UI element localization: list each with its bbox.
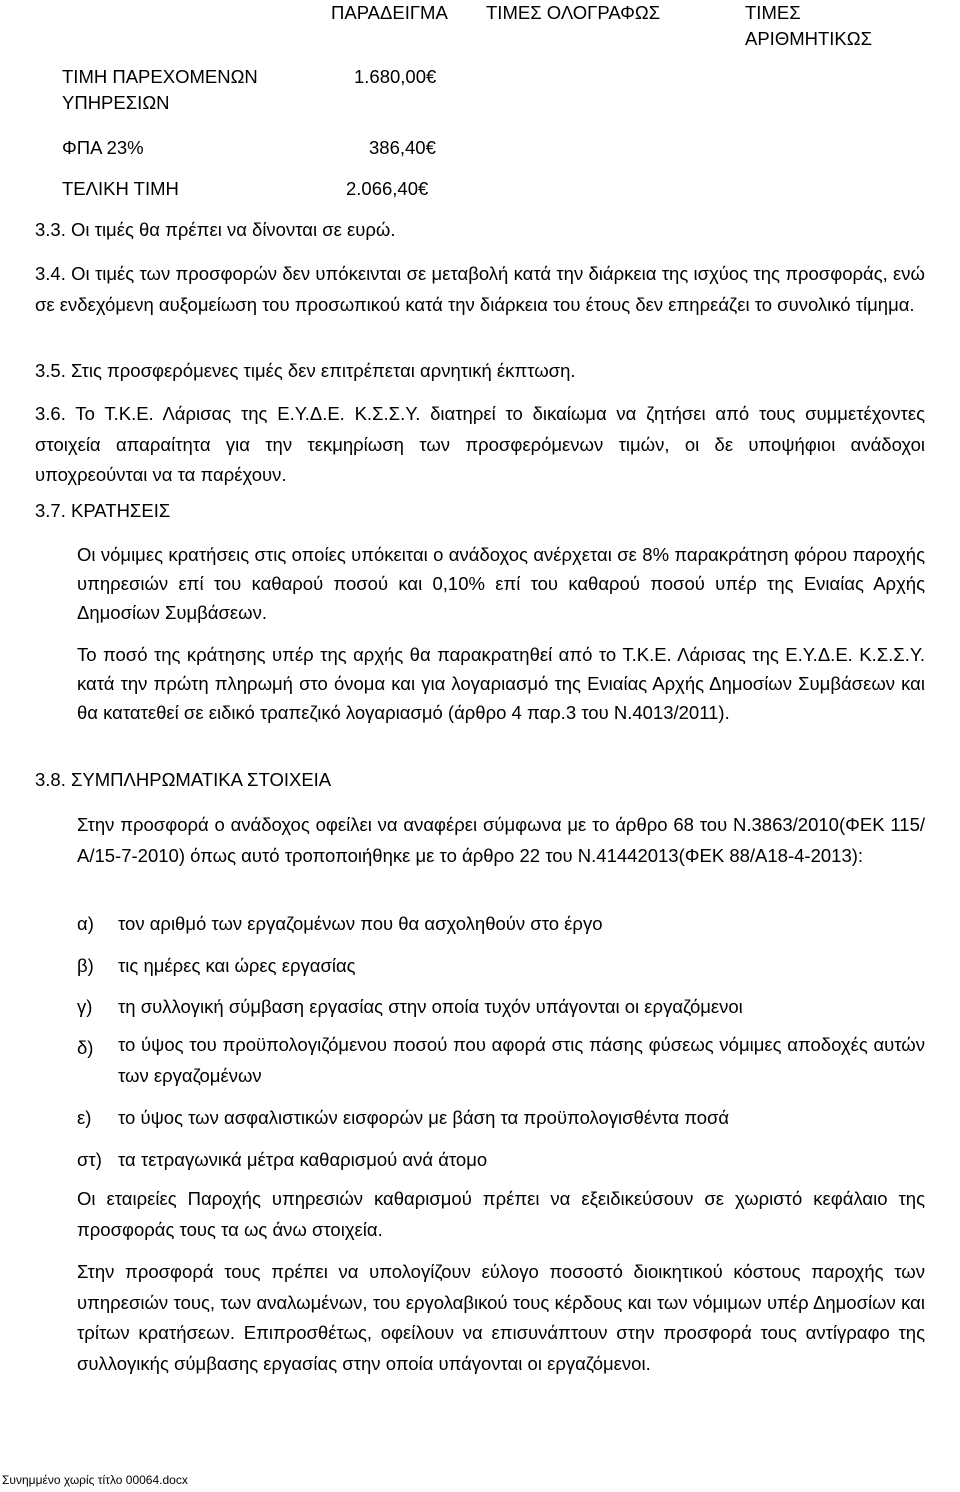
section-3-8-title: 3.8. ΣΥΜΠΛΗΡΩΜΑΤΙΚΑ ΣΤΟΙΧΕΙΑ xyxy=(35,769,332,790)
row-value-total: 2.066,40€ xyxy=(346,178,429,199)
list-item-text: το ύψος του προϋπολογιζόμενου ποσού που αφορά στις πάσης φύσεως νόμιμες αποδοχές αυτών των εργαζομένων xyxy=(118,1034,925,1086)
list-item-text: τη συλλογική σύμβαση εργασίας στην οποία τυχόν υπάγονται οι εργαζόμενοι xyxy=(118,996,743,1017)
list-marker: ε) xyxy=(77,1107,92,1128)
section-3-8-intro: Στην προσφορά ο ανάδοχος οφείλει να αναφέρει σύμφωνα με το άρθρο 68 του Ν.3863/2010(ΦΕΚ 115/Α/15-7-2010) όπως αυτό τροποποιήθηκε με το άρθρο 22 του Ν.41442013(ΦΕΚ 88/Α18-4-2013): xyxy=(77,814,925,866)
header-example: ΠΑΡΑΔΕΙΓΜΑ xyxy=(331,2,448,23)
row-label-services: ΤΙΜΗ ΠΑΡΕΧΟΜΕΝΩΝ xyxy=(62,66,258,87)
list-marker: β) xyxy=(77,955,94,976)
list-item-text: το ύψος των ασφαλιστικών εισφορών με βάση τα προϋπολογισθέντα ποσά xyxy=(118,1107,730,1128)
section-3-7-title: 3.7. ΚΡΑΤΗΣΕΙΣ xyxy=(35,500,171,521)
list-item-text: τον αριθμό των εργαζομένων που θα ασχοληθούν στο έργο xyxy=(118,913,603,934)
list-item-text: τις ημέρες και ώρες εργασίας xyxy=(118,955,356,976)
section-3-6: 3.6. Το Τ.Κ.Ε. Λάρισας της Ε.Υ.Δ.Ε. Κ.Σ.Σ.Υ. διατηρεί το δικαίωμα να ζητήσει από τους συμμετέχοντες στοιχεία απαραίτητα για την τεκμηρίωση των προσφερόμενων τιμών, οι δε υποψήφιοι ανάδοχοι υποχρεούνται να τα παρέχουν. xyxy=(35,403,925,485)
list-marker: γ) xyxy=(77,996,93,1017)
section-3-5: 3.5. Στις προσφερόμενες τιμές δεν επιτρέπεται αρνητική έκπτωση. xyxy=(35,360,576,381)
list-item-text: τα τετραγωνικά μέτρα καθαρισμού ανά άτομο xyxy=(118,1149,488,1170)
paragraph-companies: Οι εταιρείες Παροχής υπηρεσιών καθαρισμού πρέπει να εξειδικεύσουν σε χωριστό κεφάλαιο της προσφοράς τους τα ως άνω στοιχεία. xyxy=(77,1188,925,1240)
section-3-7-paragraph-2: Το ποσό της κράτησης υπέρ της αρχής θα παρακρατηθεί από το Τ.Κ.Ε. Λάρισας της Ε.Υ.Δ.Ε. Κ.Σ.Σ.Υ. κατά την πρώτη πληρωμή στο όνομα και για λογαριασμό της Ενιαίας Αρχής Δημοσίων Συμβάσεων και θα κατατεθεί σε ειδικό τραπεζικό λογαριασμό (άρθρο 4 παρ.3 του Ν.4013/2011). xyxy=(77,644,925,723)
section-3-7-paragraph-1: Οι νόμιμες κρατήσεις στις οποίες υπόκειται ο ανάδοχος ανέρχεται σε 8% παρακράτηση φόρου παροχής υπηρεσιών επί του καθαρού ποσού και 0,10% επί του καθαρού ποσού υπέρ της Ενιαίας Αρχής Δημοσίων Συμβάσεων. xyxy=(77,544,925,623)
header-numbers-2: ΑΡΙΘΜΗΤΙΚΩΣ xyxy=(745,28,873,49)
row-label-vat: ΦΠΑ 23% xyxy=(62,137,144,158)
section-3-4: 3.4. Οι τιμές των προσφορών δεν υπόκεινται σε μεταβολή κατά την διάρκεια της ισχύος της προσφοράς, ενώ σε ενδεχόμενη αυξομείωση του προσωπικού κατά την διάρκεια του έτους δεν επηρεάζει το συνολικό τίμημα. xyxy=(35,263,925,315)
list-marker: δ) xyxy=(77,1037,94,1058)
row-label-services-2: ΥΠΗΡΕΣΙΩΝ xyxy=(62,92,170,113)
section-3-3: 3.3. Οι τιμές θα πρέπει να δίνονται σε ευρώ. xyxy=(35,219,396,240)
row-label-total: ΤΕΛΙΚΗ ΤΙΜΗ xyxy=(62,178,179,199)
list-marker: στ) xyxy=(77,1149,102,1170)
list-marker: α) xyxy=(77,913,94,934)
header-numbers: ΤΙΜΕΣ xyxy=(745,2,801,23)
footer-filename: Συνημμένο χωρίς τίτλο 00064.docx xyxy=(2,1473,188,1487)
row-value-vat: 386,40€ xyxy=(369,137,436,158)
paragraph-final: Στην προσφορά τους πρέπει να υπολογίζουν εύλογο ποσοστό διοικητικού κόστους παροχής των υπηρεσιών τους, των αναλωμένων, του εργολαβικού τους κέρδους και των νόμιμων υπέρ Δημοσίων και τρίτων κρατήσεων. Επιπροσθέτως, οφείλουν να επισυνάπτουν στην προσφορά τους αντίγραφο της συλλογικής σύμβασης εργασίας στην οποία υπάγονται οι εργαζόμενοι. xyxy=(77,1261,925,1374)
header-words: ΤΙΜΕΣ ΟΛΟΓΡΑΦΩΣ xyxy=(486,2,661,23)
row-value-services: 1.680,00€ xyxy=(354,66,437,87)
